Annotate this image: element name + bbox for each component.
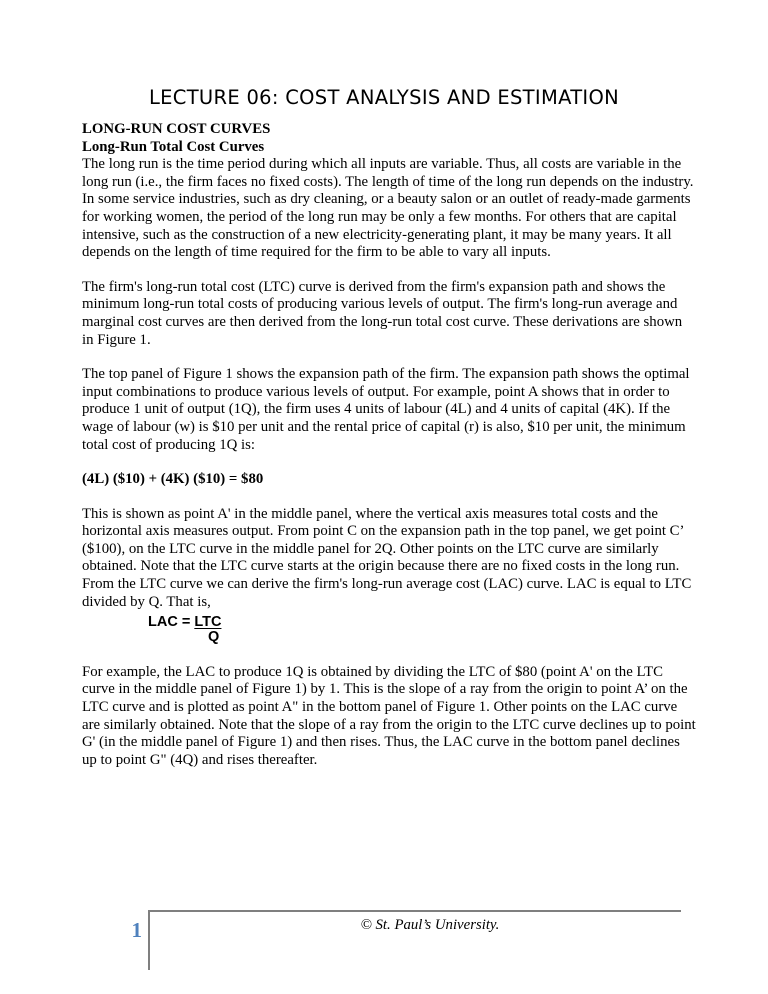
- footer-copyright: © St. Paul’s University.: [360, 917, 500, 933]
- section-heading: LONG-RUN COST CURVES: [82, 121, 271, 137]
- equation-numerator: LTC: [194, 614, 222, 631]
- footer-rule-horizontal: [148, 910, 681, 912]
- cost-formula: (4L) ($10) + (4K) ($10) = $80: [82, 471, 264, 488]
- body-content: [82, 121, 697, 769]
- paragraph-ltc-points: This is shown as point A' in the middle panel, where the vertical axis measures total costs and the horizontal axis measures output. From point C on the expansion path in the top panel, we get point C’ ($100), on the LTC curve in the middle panel for 2Q. Other points on the LTC curve are similarly obtained. Note that the LTC curve starts at the origin because there are no fixed costs in the long run.: [82, 505, 684, 575]
- equation-lhs: LAC =: [148, 614, 195, 631]
- lac-equation: [148, 615, 221, 645]
- paragraph-lac-derivation: For example, the LAC to produce 1Q is obtained by dividing the LTC of $80 (point A' on the LTC curve in the middle panel of Figure 1) by 1. This is the slope of a ray from the origin to point A’ on the LTC curve and is plotted as point A" in the bottom panel of Figure 1. Other points on the LAC curve are similarly obtained. Note that the slope of a ray from the origin to the LTC curve declines up to point G' (in the middle panel of Figure 1) and then rises. Thus, the LAC curve in the bottom panel declines up to point G" (4Q) and rises thereafter.: [82, 663, 696, 768]
- footer-rule-vertical: [148, 910, 150, 970]
- paragraph-ltc-curve: The firm's long-run total cost (LTC) curve is derived from the firm's expansion path and shows the minimum long-run total costs of producing various levels of output. The firm's long-run average and marginal cost curves are then derived from the long-run total cost curve. These derivations are shown in Figure 1.: [82, 278, 683, 348]
- paragraph-expansion-path: The top panel of Figure 1 shows the expansion path of the firm. The expansion path shows the optimal input combinations to produce various levels of output. For example, point A shows that in order to produce 1 unit of output (1Q), the firm uses 4 units of labour (4L) and 4 units of capital (4K). If the wage of labour (w) is $10 per unit and the rental price of capital (r) is also, $10 per unit, the minimum total cost of producing 1Q is:: [82, 366, 690, 453]
- page-number: 1: [131, 918, 142, 942]
- equation-denominator: Q: [208, 629, 220, 646]
- paragraph-long-run-definition: The long run is the time period during which all inputs are variable. Thus, all costs are variable in the long run (i.e., the firm faces no fixed costs). The length of time of the long run depends on the industry. In some service industries, such as dry cleaning, or a beauty salon or an outlet of ready-made garments for working women, the period of the long run may be only a few months. For others that are capital intensive, such as the construction of a new electricity-generating plant, it may be many years. It all depends on the length of time required for the firm to be able to vary all inputs.: [82, 156, 694, 261]
- paragraph-lac-intro: From the LTC curve we can derive the firm's long-run average cost (LAC) curve. LAC is equal to LTC divided by Q. That is,: [82, 576, 692, 610]
- lecture-title: LECTURE 06: COST ANALYSIS AND ESTIMATION: [149, 86, 619, 109]
- subsection-heading: Long-Run Total Cost Curves: [82, 138, 265, 155]
